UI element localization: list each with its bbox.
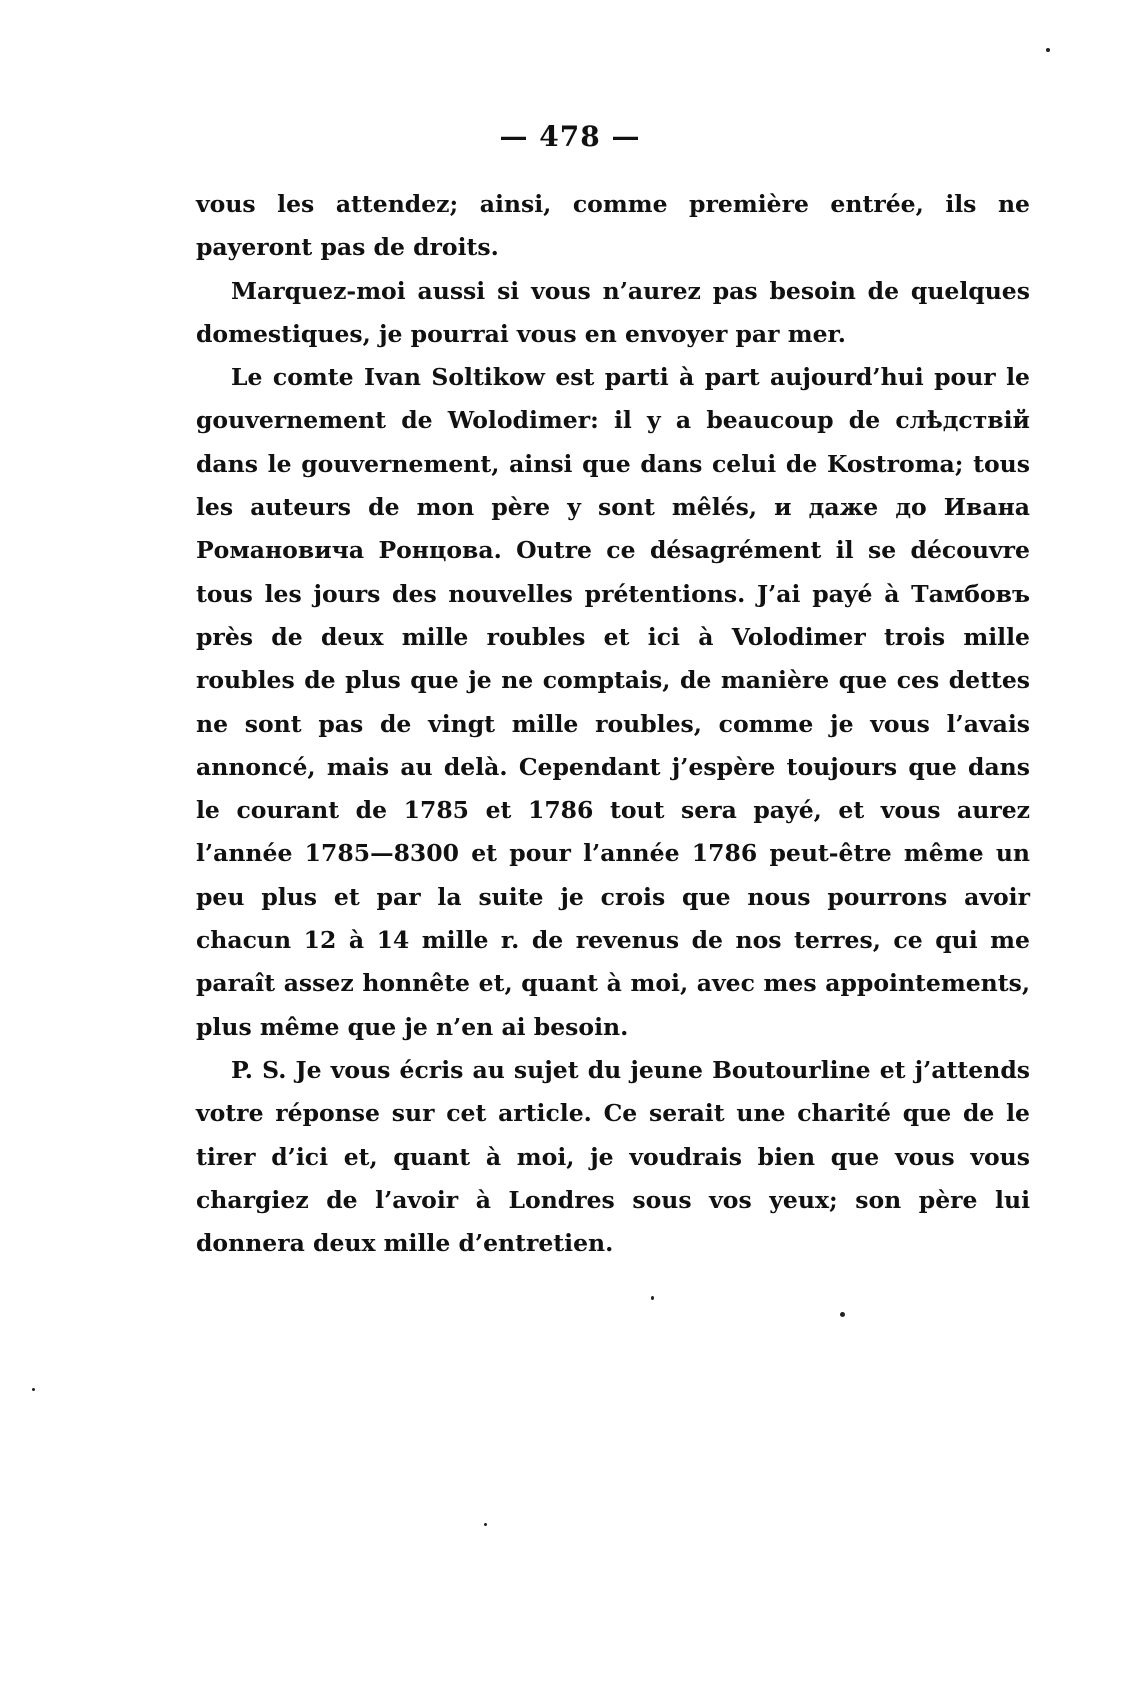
paragraph-1: vous les attendez; ainsi, comme première entrée, ils ne payeront pas de droits. [196, 190, 1030, 262]
paragraph-3: Le comte Ivan Soltikow est parti à part aujourd’hui pour le gouvernement de Wolodimer: il y a beaucoup de слѣдствій dans le gouvernement, ainsi que dans celui de Kostroma; tous les auteurs de mon père y sont mêlés, и даже до Ивана Романовича Ронцова. Outre ce désagrément il se découvre tous les jours des nouvelles prétentions. J’ai payé à Тамбовъ près de deux mille roubles et ici à Volodimer trois mille roubles de plus que je ne comptais, de manière que ces dettes ne sont pas de vingt mille roubles, comme je vous l’avais annoncé, mais au delà. Cependant j’espère toujours que dans le courant de 1785 et 1786 tout sera payé, et vous aurez l’année 1785—8300 et pour l’année 1786 peut-être même un peu plus et par la suite je crois que nous pourrons avoir chacun 12 à 14 mille r. de revenus de nos terres, ce qui me paraît assez honnête et, quant à moi, avec mes appointements, plus même que je n’en ai besoin. [196, 363, 1030, 1041]
page-number: — 478 — [499, 120, 641, 153]
scan-speck [840, 1312, 845, 1317]
scan-speck [1046, 48, 1050, 52]
scan-speck [651, 1296, 654, 1300]
scan-speck [32, 1388, 35, 1391]
paragraph-ps: P. S. Je vous écris au sujet du jeune Boutourline et j’attends votre réponse sur cet article. Ce serait une charité que de le tirer d’ici et, quant à moi, je voudrais bien que vous vous chargiez de l’avoir à Londres sous vos yeux; son père lui donnera deux mille d’entretien. [196, 1055, 1030, 1258]
scan-speck [484, 1523, 487, 1526]
paragraph-2: Marquez-moi aussi si vous n’aurez pas besoin de quelques domestiques, je pourrai vous en envoyer par mer. [196, 276, 1030, 348]
letter-text [196, 183, 1030, 1265]
